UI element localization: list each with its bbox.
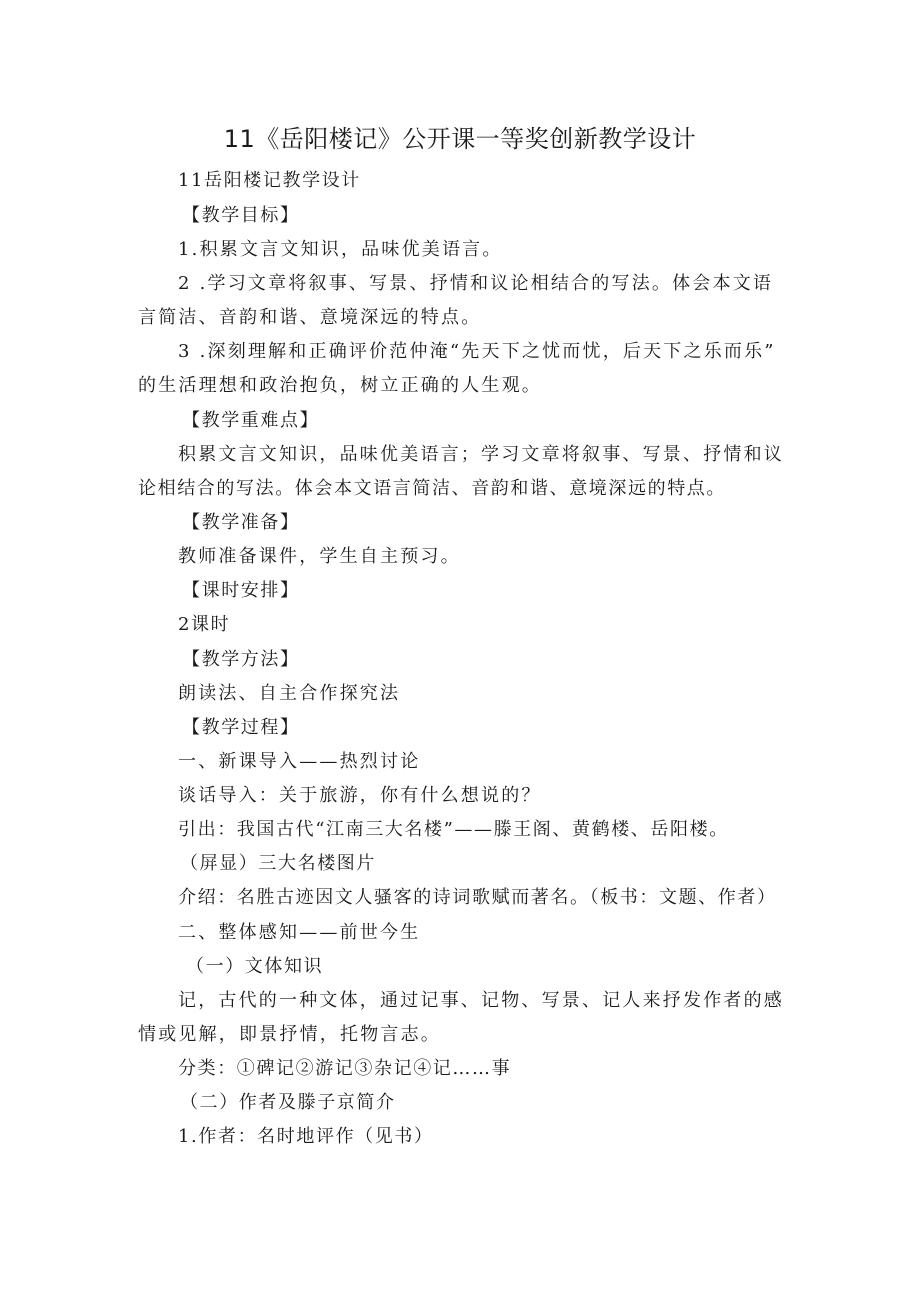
objective-1: 1.积累文言文知识，品味优美语言。 <box>178 239 503 260</box>
genre-categories: 分类：①碑记②游记③杂记④记……事 <box>178 1058 512 1079</box>
subsection-author: （二）作者及滕子京简介 <box>180 1092 396 1113</box>
heading-objectives: 【教学目标】 <box>182 205 300 226</box>
objective-3-line-2: 的生活理想和政治抱负，树立正确的人生观。 <box>138 375 542 396</box>
heading-key-points: 【教学重难点】 <box>182 410 320 431</box>
genre-text-line-2: 情或见解，即景抒情，托物言志。 <box>138 1024 441 1045</box>
schedule-text: 2课时 <box>178 614 231 635</box>
heading-methods: 【教学方法】 <box>182 649 300 670</box>
section-intro: 一、新课导入——热烈讨论 <box>178 751 421 772</box>
objective-2-line-2: 言简洁、音韵和谐、意境深远的特点。 <box>138 307 482 328</box>
subtitle-line: 11岳阳楼记教学设计 <box>178 170 361 191</box>
heading-schedule: 【课时安排】 <box>182 580 300 601</box>
author-text: 1.作者：名时地评作（见书） <box>178 1126 434 1147</box>
section-overview: 二、整体感知——前世今生 <box>178 922 421 943</box>
intro-screen: （屏显）三大名楼图片 <box>180 853 376 874</box>
intro-description: 介绍：名胜古迹因文人骚客的诗词歌赋而著名。（板书：文题、作者） <box>178 887 777 908</box>
key-points-line-2: 论相结合的写法。体会本文语言简洁、音韵和谐、意境深远的特点。 <box>138 478 726 499</box>
objective-3-line-1: 3 .深刻理解和正确评价范仲淹“先天下之忧而忧，后天下之乐而乐” <box>178 341 776 362</box>
genre-text-line-1: 记，古代的一种文体，通过记事、记物、写景、记人来抒发作者的感 <box>178 990 784 1011</box>
subsection-genre: （一）文体知识 <box>186 956 324 977</box>
intro-lead: 引出：我国古代“江南三大名楼”——滕王阁、黄鹤楼、岳阳楼。 <box>178 819 729 840</box>
objective-2-line-1: 2 .学习文章将叙事、写景、抒情和议论相结合的写法。体会本文语 <box>178 273 774 294</box>
intro-talk: 谈话导入：关于旅游，你有什么想说的？ <box>178 785 542 806</box>
heading-preparation: 【教学准备】 <box>182 512 300 533</box>
key-points-line-1: 积累文言文知识，品味优美语言；学习文章将叙事、写景、抒情和议 <box>178 444 784 465</box>
heading-process: 【教学过程】 <box>182 717 300 738</box>
methods-text: 朗读法、自主合作探究法 <box>178 683 401 704</box>
document-title: 11《岳阳楼记》公开课一等奖创新教学设计 <box>223 125 697 153</box>
preparation-text: 教师准备课件，学生自主预习。 <box>178 546 461 567</box>
